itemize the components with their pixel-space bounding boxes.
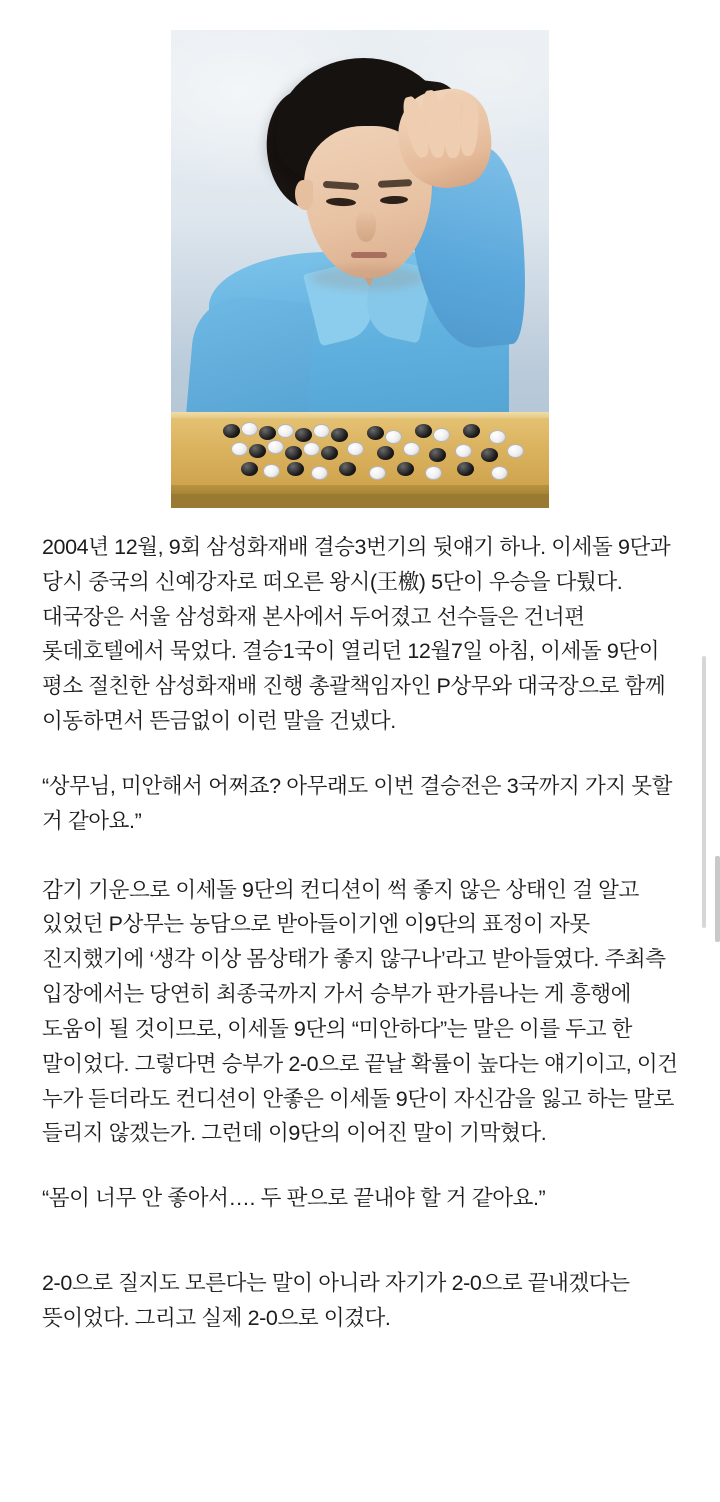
go-stone-white xyxy=(277,424,294,438)
photo-mouth xyxy=(351,252,387,258)
go-stone-black xyxy=(429,448,446,462)
go-stone-black xyxy=(321,446,338,460)
go-stone-white xyxy=(433,428,450,442)
go-stone-white xyxy=(369,466,386,480)
go-stone-black xyxy=(249,444,266,458)
article-photo xyxy=(171,30,549,508)
go-stone-white xyxy=(313,424,330,438)
go-stone-black xyxy=(457,462,474,476)
go-stone-white xyxy=(403,442,420,456)
photo-chin-shadow xyxy=(311,266,423,290)
article-paragraph: 감기 기운으로 이세돌 9단의 컨디션이 썩 좋지 않은 상태인 걸 알고 있었던 P상무는 농담으로 받아들이기엔 이9단의 표정이 자못 진지했기에 ‘생각 이상 몸상태가 좋지 않구나’라고 받아들였다. 주최측 입장에서는 당연히 최종국까지 가서 승부가 판가름나는 게 흥행에 도움이 될 것이므로, 이세돌 9단의 “미안하다”는 말은 이를 두고 한 말이었다. 그렇다면 승부가 2-0으로 끝날 확률이 높다는 얘기이고, 이건 누가 듣더라도 컨디션이 안좋은 이세돌 9단이 자신감을 잃고 하는 말로 들리지 않겠는가. 그런데 이9단의 이어진 말이 기막혔다. xyxy=(42,877,678,1146)
photo-container xyxy=(0,0,720,508)
go-stone-black xyxy=(377,446,394,460)
go-stone-white xyxy=(241,422,258,436)
go-stone-white xyxy=(347,442,364,456)
photo-bottom-edge xyxy=(171,494,549,508)
photo-nose xyxy=(356,210,376,242)
go-stone-black xyxy=(223,424,240,438)
go-stone-white xyxy=(489,430,506,444)
article-body xyxy=(0,508,720,1376)
go-stone-black xyxy=(367,426,384,440)
go-stone-black xyxy=(339,462,356,476)
photo-ear xyxy=(295,180,313,210)
go-stone-black xyxy=(259,426,276,440)
go-stone-white xyxy=(303,442,320,456)
page-edge-marker xyxy=(702,656,706,928)
go-stone-white xyxy=(491,466,508,480)
go-stone-black xyxy=(241,462,258,476)
go-stone-black xyxy=(295,428,312,442)
go-stone-black xyxy=(415,424,432,438)
go-stone-black xyxy=(481,448,498,462)
go-stone-black xyxy=(285,446,302,460)
article-quote: “상무님, 미안해서 어쩌죠? 아무래도 이번 결승전은 3국까지 가지 못할 거 같아요.” xyxy=(42,773,673,833)
go-stone-black xyxy=(463,424,480,438)
go-stone-white xyxy=(455,444,472,458)
go-stone-white xyxy=(267,440,284,454)
go-stone-black xyxy=(331,428,348,442)
go-stone-white xyxy=(311,466,328,480)
article-quote: “몸이 너무 안 좋아서…. 두 판으로 끝내야 할 거 같아요.” xyxy=(42,1186,546,1211)
go-stone-black xyxy=(397,462,414,476)
go-stone-white xyxy=(507,444,524,458)
go-stone-white xyxy=(425,466,442,480)
article-paragraph: 2-0으로 질지도 모른다는 말이 아니라 자기가 2-0으로 끝내겠다는 뜻이었다. 그리고 실제 2-0으로 이겼다. xyxy=(42,1271,630,1330)
scroll-indicator[interactable] xyxy=(715,856,720,942)
paragraph-spacer xyxy=(42,1250,680,1266)
go-stone-white xyxy=(385,430,402,444)
article-paragraph: 2004년 12월, 9회 삼성화재배 결승3번기의 뒷얘기 하나. 이세돌 9단과 당시 중국의 신예강자로 떠오른 왕시(王檄) 5단이 우승을 다퉜다. 대국장은 서울 삼성화재 본사에서 두어졌고 선수들은 건너편 롯데호텔에서 묵었다. 결승1국이 열리던 12월7일 아침, 이세돌 9단이 평소 절친한 삼성화재배 진행 총괄책임자인 P상무와 대국장으로 함께 이동하면서 뜬금없이 이런 말을 건넸다. xyxy=(42,535,671,734)
go-stone-black xyxy=(287,462,304,476)
go-stone-white xyxy=(263,464,280,478)
go-stone-white xyxy=(231,442,248,456)
